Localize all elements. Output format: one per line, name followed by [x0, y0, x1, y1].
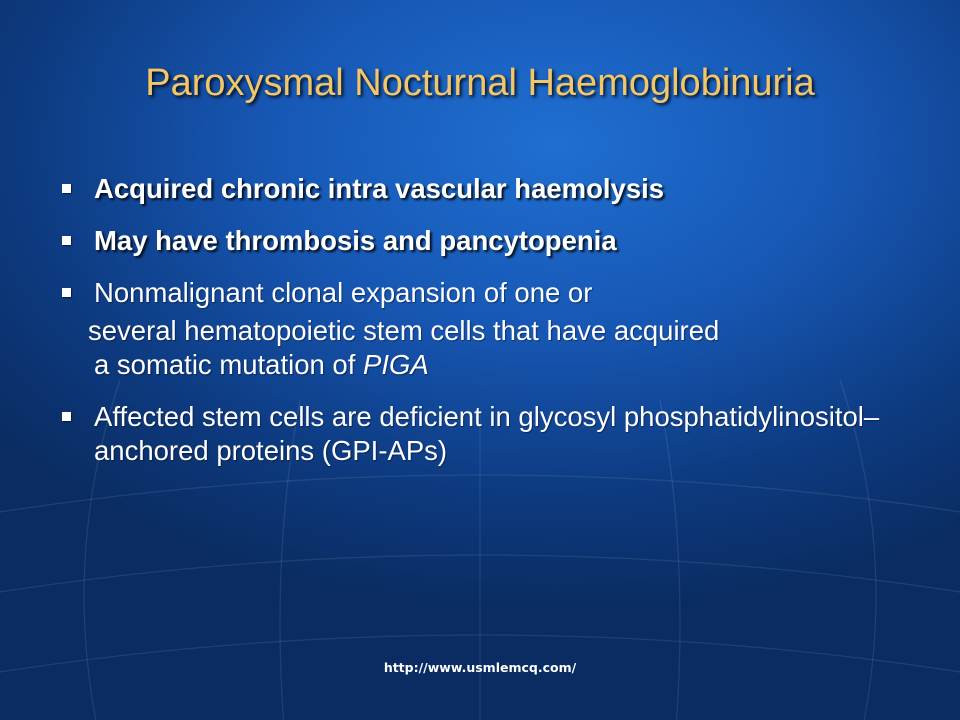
bullet-continuation — [88, 314, 922, 382]
bullet-text: May have thrombosis and pancytopenia — [94, 225, 617, 256]
bullet-item — [62, 172, 922, 206]
bullet-list — [62, 172, 922, 486]
gene-name-italic: PIGA — [363, 349, 429, 380]
bullet-text: Affected stem cells are deficient in glycosyl phosphatidylinositol–anchored proteins (GPI-APs) — [94, 401, 880, 466]
square-bullet-icon — [62, 236, 71, 245]
continuation-line-1: several hematopoietic stem cells that have acquired — [88, 315, 720, 346]
bullet-text: Nonmalignant clonal expansion of one or — [94, 277, 593, 308]
footer-url: http://www.usmlemcq.com/ — [383, 660, 577, 675]
bullet-item — [62, 224, 922, 258]
square-bullet-icon — [62, 288, 71, 297]
slide-title: Paroxysmal Nocturnal Haemoglobinuria — [145, 62, 815, 104]
bullet-item — [62, 400, 922, 468]
bullet-text: Acquired chronic intra vascular haemolysis — [94, 173, 665, 204]
square-bullet-icon — [62, 184, 71, 193]
continuation-line-2 — [88, 348, 922, 382]
continuation-text: a somatic mutation of — [94, 349, 364, 380]
bullet-item — [62, 276, 922, 310]
square-bullet-icon — [62, 412, 71, 421]
